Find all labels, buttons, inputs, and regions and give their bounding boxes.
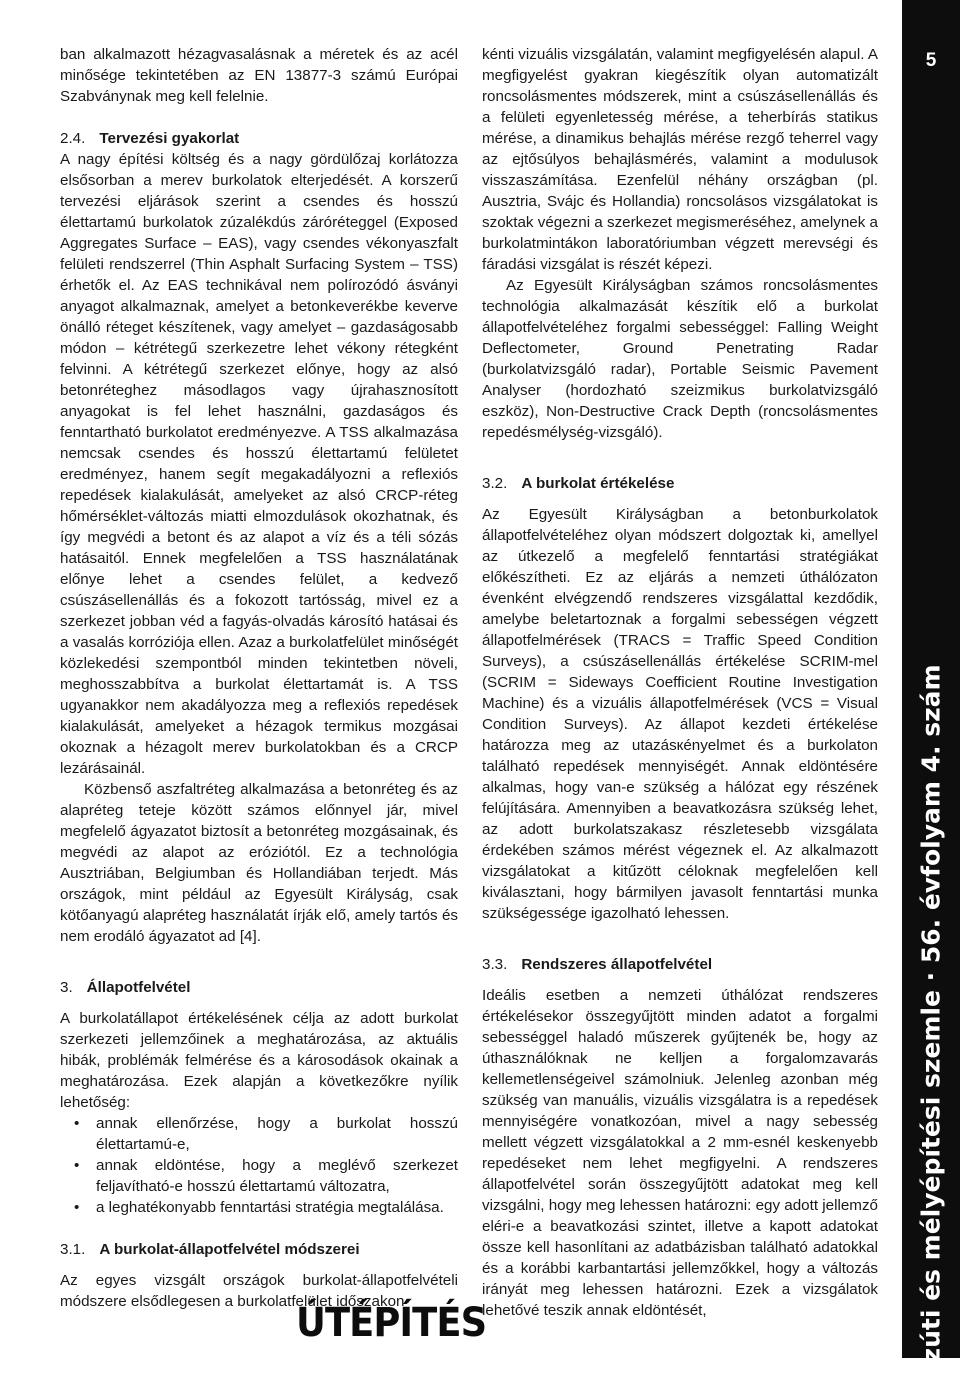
paragraph-kozbenso: Közbenső aszfaltréteg alkalmazása a betonréteg és az alapréteg teteje között számos előnnyel jár, mivel megfelelő ágyazatot biztosít a betonréteg mozgásainak, és megvédi az alapot az eróziótól. Ez a technológia Ausztriában, Belgiumban és Hollandiában terjedt. Más országok, mint például az Egyesült Királyság, csak kötőanyagú alapréteg használatát írják elő, amely tartós és nem erodáló ágyazatot ad [4].: [60, 781, 458, 945]
right-column: [482, 44, 878, 1321]
left-column: [60, 44, 458, 1312]
section-number: 3.2.: [482, 475, 508, 492]
section-title: Tervezési gyakorlat: [99, 130, 240, 147]
section-number: 3.1.: [60, 1241, 86, 1258]
footer-logo: ÚTÉPÍTÉS: [296, 1300, 487, 1346]
section-heading-3: [60, 977, 458, 998]
paragraph-2-4: A nagy építési költség és a nagy gördülőzaj korlátozza elsősorban a merev burkolatok elterjedését. A korszerű tervezési eljárások szerint a csendes és hosszú élettartamú burkolatok zúzalékdús záróréteggel (Exposed Aggregates Surface – EAS), vagy csendes vékonyaszfalt felületi rendszerrel (Thin Asphalt Surfacing System – TSS) érhetők el. Az EAS technikával nem polírozódó ásványi anyagot alkalmaznak, amelyet a betonkeverékbe keverve önálló réteget készítenek, vagy amelyet – gazdaságosabb módon – kétrétegű szerkezetre lehet vékony rétegként felvinni. A kétrétegű szerkezet előnye, hogy az alsó betonréteghez másodlagos vagy újrahasznosított anyagokat is fel lehet használni, gazdaságos és fenntartható burkolatot eredményezve. A TSS alkalmazása nemcsak csendes és hosszú élettartamú felületet eredményez, hanem segít megakadályozni a reflexiós repedések kialakulását, amelyeket az alsó CRCP-réteg hőmérséklet-változás miatti elmozdulások okozhatnak, és így megvédi a betont és az alapot a víz és a téli sózás hatásaitól. Ennek megfelelően a TSS használatának előnye lehet a csendes felület, a kedvező csúszásellenállás és a fokozott tartósság, mivel ez a szerkezet jobban véd a fagyás-olvadás károsító hatásai és a vasalás korróziója ellen. Azaz a burkolatfelület minőségét közlekedési szempontból minden tekintetben növeli, meghosszabbítva a burkolat élettartamát is. A TSS ugyanakkor nem akadályozza meg a reflexiós repedések kialakulását, amelyeket a hézagok termikus mozgásai okoznak a hézagolt merev burkolatokban és a CRCP lezárásainál.: [60, 151, 458, 777]
paragraph-3-2: Az Egyesült Királyságban a betonburkolatok állapotfelvételéhez olyan módszert dolgoztak ki, amellyel az útkezelő a megfelelő fenntartási stratégiákat előkészítheti. Ez az eljárás a nemzeti úthálózaton évenként elvégzendő rendszeres vizsgálattal kezdődik, amelybe beletartoznak a forgalmi sebességen végzett állapotfelmérések (TRACS = Traffic Speed Condition Surveys), a csúszásellenállás értékelése SCRIM-mel (SCRIM = Sideways Coefficient Routine Investigation Machine) és a vizuális állapotfelmérések (VCS = Visual Condition Surveys). Az állapot kezdeti értékelése határozza meg az utazásкényelmet és a burkolaton található repedések mennyiségét. Annak eldöntésére alkalmas, hogy van-e szükség a hálózat egy részének felújítására. Amennyiben a beavatkozásra szükség lehet, az adott burkolatszakasz részletesebb vizsgálata érdekében számos mérést végeznek el. Az alkalmazott vizsgálatokat a kitűzött céloknak megfelelően kell kiválasztani, hogy bármilyen javasolt fenntartási munka szükségessége igazolható lehessen.: [482, 506, 878, 922]
paragraph-uk: Az Egyesült Királyságban számos roncsolásmentes technológia alkalmazását készítik elő a burkolat állapotfelvételéhez forgalmi sebességgel: Falling Weight Deflectometer, Ground Penetrating Radar (burkolatvizsgáló radar), Portable Seismic Pavement Analyser (hordozható szeizmikus burkolatvizsgáló eszköz), Non-Destructive Crack Depth (roncsolásmentes repedésmélység-vizsgáló).: [482, 277, 878, 441]
section-number: 2.4.: [60, 130, 86, 147]
list-item: • a leghatékonyabb fenntartási stratégia megtalálása.: [60, 1197, 458, 1218]
section-heading-3-2: [482, 473, 878, 494]
list-item: • annak ellenőrzése, hogy a burkolat hosszú élettartamú-e,: [60, 1113, 458, 1155]
intro-paragraph: ban alkalmazott hézagvasalásnak a méretek és az acél minősége tekintetében az EN 13877-3 számú Európai Szabványnak meg kell felelnie.: [60, 46, 458, 105]
section-title: A burkolat-állapotfelvétel módszerei: [99, 1241, 360, 1258]
list-item: • annak eldöntése, hogy a meglévő szerkezet feljavítható-e hosszú élettartamú változatra,: [60, 1155, 458, 1197]
section-title: Állapotfelvétel: [86, 979, 191, 996]
section-title: A burkolat értékelése: [521, 475, 675, 492]
section-number: 3.3.: [482, 956, 508, 973]
journal-title: közúti és mélyépítési szemle · 56. évfolyam 4. szám: [916, 664, 946, 1396]
section-heading-2-4: [60, 128, 458, 149]
section-heading-3-3: [482, 954, 878, 975]
bullet-list: [60, 1113, 458, 1218]
paragraph-3-1: Az egyes vizsgált országok burkolat-állapotfelvételi módszere elsődlegesen a burkolatfelület időszakon-: [60, 1272, 458, 1310]
section-number: 3.: [60, 979, 73, 996]
section-heading-3-1: [60, 1239, 458, 1260]
paragraph-continued: kénti vizuális vizsgálatán, valamint megfigyelésén alapul. A megfigyelést gyakran kiegészítik olyan automatizált roncsolásmentes módszerek, mint a csúszásellenállás és a felületi egyenletesség mérése, a teherbírás statikus mérése, a dinamikus behajlás mérése rezgő teherrel vagy az ejtősúlyos behajlásmérés, valamint a modulusok visszaszámítása. Ezenfelül néhány országban (pl. Ausztria, Svájc és Hollandia) roncsolásos vizsgálatokat is szoktak végezni a szerkezet megismeréséhez, amelynek a burkolatmintákon laboratóriumban végzett merevségi és fáradási vizsgálat is részét képezi.: [482, 46, 878, 273]
page-number: 5: [925, 50, 937, 71]
paragraph-3: A burkolatállapot értékelésének célja az adott burkolat szerkezeti jellemzőinek a meghatározása, az aktuális hibák, problémák felmérése és a károsodások okainak a meghatározása. Ezek alapján a következőkre nyílik lehetőség:: [60, 1010, 458, 1111]
section-title: Rendszeres állapotfelvétel: [521, 956, 713, 973]
paragraph-3-3: Ideális esetben a nemzeti úthálózat rendszeres értékelésekor összegyűjtött minden adatot a forgalmi sebességgel haladó műszerek gyűjtenék be, hogy az úthasználóknak ne kelljen a forgalomzavarás kellemetlenségeivel számolniuk. Jelenleg azonban még szükség van manuális, vizuális vizsgálatra is a repedések mennyiségére vonatkozóan, mivel a nagy sebesség mellett végzett vizsgálatokkal a 2 mm-esnél keskenyebb repedéseket nem lehet megfigyelni. A rendszeres állapotfelvétel során összegyűjtött adatokat meg kell vizsgálni, hogy meg lehessen határozni: egy adott jellemző eléri-e a beavatkozási szintet, illetve a kapott adatokat össze kell hasonlítani az adatbázisban található adatokkal és a korábbi karbantartási jellemzőkkel, hogy a változás irányát meg lehessen határozni. Ezek a vizsgálatok lehetővé teszik annak eldöntését,: [482, 987, 878, 1319]
